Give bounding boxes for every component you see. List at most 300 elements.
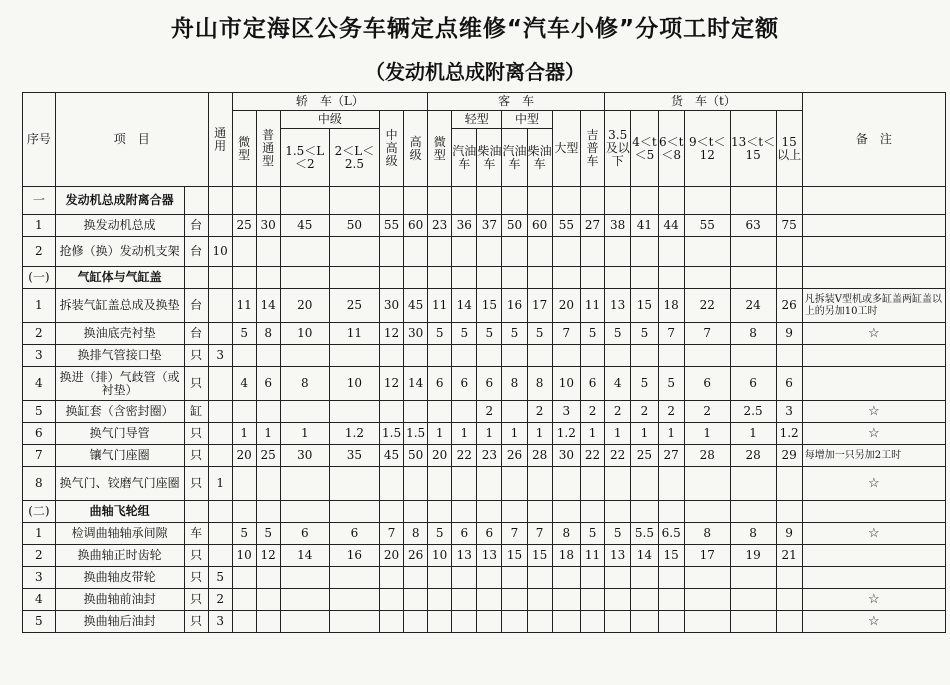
row-value (232, 589, 256, 611)
row-general (208, 215, 232, 237)
row-value (631, 187, 658, 215)
row-value (684, 187, 730, 215)
table-row (23, 567, 946, 589)
row-value: 8 (552, 523, 580, 545)
row-value (256, 267, 280, 289)
row-value: 15 (658, 545, 684, 567)
row-value: 23 (428, 215, 452, 237)
row-value (329, 401, 379, 423)
row-value: 30 (256, 215, 280, 237)
row-value: 6 (684, 367, 730, 401)
row-value (502, 589, 527, 611)
header-item: 项 目 (55, 93, 208, 187)
row-value (527, 567, 552, 589)
header-bus-mid-diesel: 柴油车 (527, 129, 552, 187)
row-value: 1 (631, 423, 658, 445)
row-value (605, 237, 631, 267)
table-row (23, 589, 946, 611)
row-value: 24 (730, 289, 776, 323)
row-value (581, 187, 605, 215)
row-value: 37 (477, 215, 502, 237)
row-note (802, 345, 945, 367)
row-value (256, 501, 280, 523)
row-item: 换曲轴皮带轮 (55, 567, 184, 589)
row-value (776, 567, 802, 589)
row-value: 6 (730, 367, 776, 401)
row-general (208, 523, 232, 545)
row-seq: 2 (23, 545, 56, 567)
row-value (502, 267, 527, 289)
row-value: 7 (527, 523, 552, 545)
row-value: 1 (581, 423, 605, 445)
row-value: 1 (605, 423, 631, 445)
row-seq: 一 (23, 187, 56, 215)
row-unit: 台 (184, 289, 208, 323)
row-value (730, 501, 776, 523)
row-value (527, 237, 552, 267)
row-value (477, 589, 502, 611)
table-row (23, 423, 946, 445)
row-value: 10 (552, 367, 580, 401)
table-row (23, 545, 946, 567)
row-value (477, 187, 502, 215)
row-value: 11 (581, 545, 605, 567)
row-value (256, 401, 280, 423)
row-general (208, 501, 232, 523)
row-value (428, 611, 452, 633)
row-value: 6 (477, 523, 502, 545)
row-value (404, 401, 428, 423)
row-value (380, 237, 404, 267)
row-value (280, 187, 329, 215)
row-value (552, 611, 580, 633)
row-value (477, 237, 502, 267)
row-value (552, 345, 580, 367)
header-jeep: 吉普车 (581, 111, 605, 187)
row-value: 7 (552, 323, 580, 345)
star-mark: ☆ (802, 589, 945, 611)
row-value (404, 589, 428, 611)
row-value: 5 (581, 323, 605, 345)
table-row (23, 501, 946, 523)
row-value (256, 237, 280, 267)
row-value (380, 345, 404, 367)
row-value: 27 (581, 215, 605, 237)
row-item: 换发动机总成 (55, 215, 184, 237)
row-value (605, 267, 631, 289)
row-seq: 2 (23, 237, 56, 267)
row-value (605, 187, 631, 215)
row-value: 30 (404, 323, 428, 345)
row-value: 6 (280, 523, 329, 545)
row-value: 11 (581, 289, 605, 323)
header-truck-group: 货 车（t） (605, 93, 803, 111)
row-value (684, 467, 730, 501)
table-row (23, 215, 946, 237)
row-value (380, 401, 404, 423)
row-value (452, 501, 477, 523)
row-value (380, 267, 404, 289)
row-value (658, 467, 684, 501)
row-value (380, 589, 404, 611)
header-car-midhigh: 中高级 (380, 111, 404, 187)
row-value: 21 (776, 545, 802, 567)
header-t2: 4＜t＜5 (631, 111, 658, 187)
row-value (776, 237, 802, 267)
row-item: 换进（排）气歧管（或衬垫） (55, 367, 184, 401)
row-value: 5 (502, 323, 527, 345)
star-mark: ☆ (802, 467, 945, 501)
row-value: 36 (452, 215, 477, 237)
row-value: 6.5 (658, 523, 684, 545)
row-unit (184, 267, 208, 289)
header-t1: 3.5及以下 (605, 111, 631, 187)
row-value (605, 345, 631, 367)
row-value (428, 187, 452, 215)
table-row (23, 401, 946, 423)
row-unit: 缸 (184, 401, 208, 423)
row-note (802, 267, 945, 289)
row-seq: (二) (23, 501, 56, 523)
row-value: 26 (502, 445, 527, 467)
row-value: 26 (776, 289, 802, 323)
row-value (527, 467, 552, 501)
row-value (684, 611, 730, 633)
row-value (502, 611, 527, 633)
table-row (23, 187, 946, 215)
row-value: 4 (605, 367, 631, 401)
row-value (552, 237, 580, 267)
row-value (631, 611, 658, 633)
page-title: 舟山市定海区公务车辆定点维修“汽车小修”分项工时定额 (170, 16, 780, 42)
row-value: 4 (232, 367, 256, 401)
header-remarks: 备 注 (802, 93, 945, 187)
row-value: 10 (428, 545, 452, 567)
header-bus-group: 客 车 (428, 93, 605, 111)
row-value: 8 (730, 523, 776, 545)
table-row (23, 467, 946, 501)
row-unit: 只 (184, 589, 208, 611)
row-note: 每增加一只另加2工时 (802, 445, 945, 467)
row-value (280, 567, 329, 589)
row-value (631, 237, 658, 267)
row-item: 换曲轴前油封 (55, 589, 184, 611)
row-value: 22 (605, 445, 631, 467)
row-unit: 只 (184, 345, 208, 367)
row-value: 2 (527, 401, 552, 423)
row-seq: 3 (23, 345, 56, 367)
row-value (477, 345, 502, 367)
row-value: 12 (256, 545, 280, 567)
row-value: 22 (684, 289, 730, 323)
row-value (730, 267, 776, 289)
row-value (527, 501, 552, 523)
row-value (684, 501, 730, 523)
row-value (404, 467, 428, 501)
row-value (581, 501, 605, 523)
row-value (730, 589, 776, 611)
row-value: 5 (631, 367, 658, 401)
row-value: 1 (684, 423, 730, 445)
row-value (452, 589, 477, 611)
row-value (280, 467, 329, 501)
row-value: 1.2 (552, 423, 580, 445)
row-value: 5 (605, 323, 631, 345)
row-value (329, 345, 379, 367)
row-value: 45 (380, 445, 404, 467)
row-value (329, 467, 379, 501)
star-mark: ☆ (802, 523, 945, 545)
row-note (802, 237, 945, 267)
row-value (631, 345, 658, 367)
row-value (428, 501, 452, 523)
row-seq: 1 (23, 523, 56, 545)
row-value (552, 187, 580, 215)
row-value: 13 (605, 545, 631, 567)
row-general: 10 (208, 237, 232, 267)
row-value: 1.2 (329, 423, 379, 445)
row-value: 16 (329, 545, 379, 567)
row-seq: 4 (23, 367, 56, 401)
row-value (552, 467, 580, 501)
row-value (658, 237, 684, 267)
row-unit (184, 187, 208, 215)
row-item: 曲轴飞轮组 (55, 501, 184, 523)
row-value (631, 501, 658, 523)
row-value (605, 501, 631, 523)
row-value (730, 567, 776, 589)
row-value (776, 611, 802, 633)
row-value: 25 (631, 445, 658, 467)
row-value (552, 267, 580, 289)
row-value (684, 345, 730, 367)
row-value: 60 (527, 215, 552, 237)
row-general (208, 289, 232, 323)
row-value: 12 (380, 367, 404, 401)
header-t5: 13＜t＜15 (730, 111, 776, 187)
row-value: 1 (730, 423, 776, 445)
star-mark: ☆ (802, 611, 945, 633)
row-value (428, 467, 452, 501)
row-value: 2.5 (730, 401, 776, 423)
row-value (581, 345, 605, 367)
row-note (802, 187, 945, 215)
row-value: 16 (502, 289, 527, 323)
row-value: 15 (502, 545, 527, 567)
row-value: 5.5 (631, 523, 658, 545)
row-value (452, 567, 477, 589)
row-value (730, 237, 776, 267)
row-value (730, 467, 776, 501)
row-value (477, 467, 502, 501)
row-value (502, 501, 527, 523)
row-value: 10 (232, 545, 256, 567)
row-item: 换缸套（含密封圈） (55, 401, 184, 423)
row-item: 抢修（换）发动机支架 (55, 237, 184, 267)
row-value: 6 (256, 367, 280, 401)
table-row (23, 611, 946, 633)
header-car-group: 轿 车（L） (232, 93, 428, 111)
row-value (581, 567, 605, 589)
row-value (502, 345, 527, 367)
row-seq: 8 (23, 467, 56, 501)
row-value: 1 (428, 423, 452, 445)
row-value (502, 467, 527, 501)
row-value (428, 345, 452, 367)
row-general (208, 187, 232, 215)
row-value: 5 (232, 523, 256, 545)
row-value (280, 611, 329, 633)
row-value: 20 (552, 289, 580, 323)
labor-hours-table (22, 92, 946, 633)
row-value: 9 (776, 323, 802, 345)
row-value (256, 589, 280, 611)
row-note (802, 367, 945, 401)
row-value (280, 345, 329, 367)
row-note: 凡拆装V型机或多缸盖两缸盖以上的另加10工时 (802, 289, 945, 323)
row-value (329, 589, 379, 611)
row-value (280, 237, 329, 267)
row-value: 8 (256, 323, 280, 345)
row-value: 2 (581, 401, 605, 423)
row-value: 2 (684, 401, 730, 423)
row-unit: 车 (184, 523, 208, 545)
row-value (404, 267, 428, 289)
header-car-high: 高级 (404, 111, 428, 187)
row-value (776, 467, 802, 501)
row-value: 6 (776, 367, 802, 401)
row-value: 15 (477, 289, 502, 323)
row-value (404, 345, 428, 367)
row-value (380, 467, 404, 501)
row-value (280, 267, 329, 289)
row-value: 5 (428, 323, 452, 345)
row-item: 拆装气缸盖总成及换垫 (55, 289, 184, 323)
row-value (527, 589, 552, 611)
row-value: 14 (631, 545, 658, 567)
row-seq: 4 (23, 589, 56, 611)
row-value: 2 (605, 401, 631, 423)
row-value (684, 237, 730, 267)
row-item: 换曲轴正时齿轮 (55, 545, 184, 567)
row-value: 11 (232, 289, 256, 323)
row-general (208, 423, 232, 445)
row-value (658, 501, 684, 523)
row-value (502, 567, 527, 589)
row-value (527, 267, 552, 289)
row-value (256, 567, 280, 589)
row-general: 1 (208, 467, 232, 501)
row-value: 6 (452, 367, 477, 401)
row-value: 7 (380, 523, 404, 545)
row-value (527, 187, 552, 215)
header-car-mid: 中级 (280, 111, 379, 129)
row-value: 5 (581, 523, 605, 545)
row-item: 换气门、铰磨气门座圈 (55, 467, 184, 501)
row-value (477, 611, 502, 633)
row-value: 20 (428, 445, 452, 467)
row-unit: 只 (184, 567, 208, 589)
table-row (23, 367, 946, 401)
row-value (329, 501, 379, 523)
row-value (428, 567, 452, 589)
row-value (631, 567, 658, 589)
header-car-mid2: 2＜L＜2.5 (329, 129, 379, 187)
header-seq: 序号 (23, 93, 56, 187)
header-bus-light-diesel: 柴油车 (477, 129, 502, 187)
row-value (452, 237, 477, 267)
star-mark: ☆ (802, 423, 945, 445)
row-value: 18 (552, 545, 580, 567)
row-value: 30 (280, 445, 329, 467)
row-value (256, 187, 280, 215)
star-mark: ☆ (802, 323, 945, 345)
table-row (23, 523, 946, 545)
header-general: 通用 (208, 93, 232, 187)
row-value: 8 (527, 367, 552, 401)
row-value: 8 (404, 523, 428, 545)
row-value (605, 467, 631, 501)
row-value (452, 345, 477, 367)
row-value (404, 501, 428, 523)
page-subtitle: （发动机总成附离合器） (365, 60, 585, 84)
row-value: 5 (428, 523, 452, 545)
row-value (232, 267, 256, 289)
row-value (232, 611, 256, 633)
table-row (23, 237, 946, 267)
row-value: 18 (658, 289, 684, 323)
row-value (605, 589, 631, 611)
row-value (452, 401, 477, 423)
header-t3: 6＜t＜8 (658, 111, 684, 187)
row-value: 1 (280, 423, 329, 445)
row-value (404, 237, 428, 267)
row-value: 35 (329, 445, 379, 467)
row-value: 1.2 (776, 423, 802, 445)
row-value (684, 589, 730, 611)
row-value: 14 (256, 289, 280, 323)
row-item: 换排气管接口垫 (55, 345, 184, 367)
row-value: 23 (477, 445, 502, 467)
table-row (23, 323, 946, 345)
row-value: 6 (477, 367, 502, 401)
row-value (477, 267, 502, 289)
header-bus-light: 轻型 (452, 111, 502, 129)
row-value: 45 (404, 289, 428, 323)
row-value (428, 401, 452, 423)
row-general: 3 (208, 345, 232, 367)
row-value: 2 (477, 401, 502, 423)
row-value: 15 (631, 289, 658, 323)
row-general (208, 445, 232, 467)
row-value: 6 (581, 367, 605, 401)
row-value (658, 567, 684, 589)
row-value: 55 (552, 215, 580, 237)
row-value: 7 (658, 323, 684, 345)
row-value (684, 267, 730, 289)
row-value (256, 467, 280, 501)
row-item: 发动机总成附离合器 (55, 187, 184, 215)
row-value: 8 (280, 367, 329, 401)
row-seq: (一) (23, 267, 56, 289)
row-general: 5 (208, 567, 232, 589)
row-value: 15 (527, 545, 552, 567)
row-general: 2 (208, 589, 232, 611)
star-mark: ☆ (802, 401, 945, 423)
row-value: 41 (631, 215, 658, 237)
row-seq: 5 (23, 401, 56, 423)
row-value (329, 567, 379, 589)
